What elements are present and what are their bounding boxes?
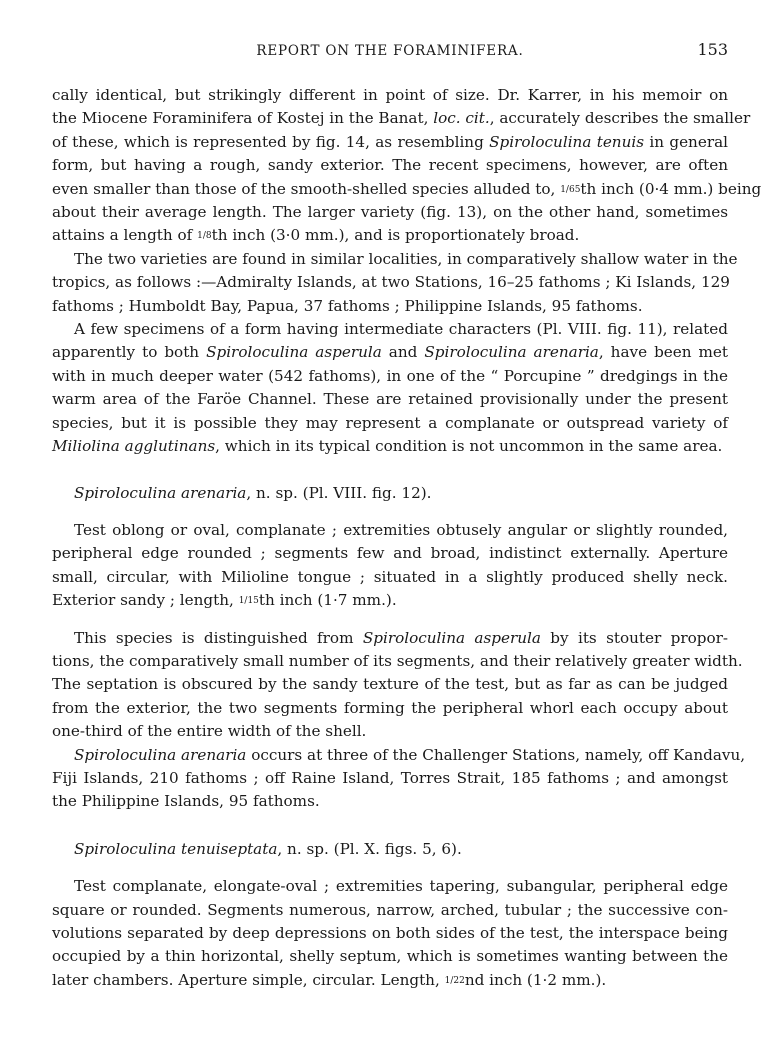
fraction: 1/22: [444, 975, 465, 986]
text-line: Fiji Islands, 210 fathoms ; off Raine Island, Torres Strait, 185 fathoms ; and amongst: [52, 768, 728, 787]
text-line: Miliolina agglutinans, which in its typical condition is not uncommon in the same area.: [52, 437, 723, 456]
species-heading-arenaria: Spiroloculina arenaria, n. sp. (Pl. VIII. fig. 12).: [74, 483, 432, 502]
page-number: 153: [697, 40, 728, 59]
text-line: from the exterior, the two segments forming the peripheral whorl each occupy about: [52, 698, 728, 717]
text-line: Test complanate, elongate-oval ; extremities tapering, subangular, peripheral edge: [74, 877, 728, 896]
text-line: form, but having a rough, sandy exterior. The recent specimens, however, are often: [52, 156, 728, 175]
fraction: 1/8: [197, 231, 212, 242]
text-line: A few specimens of a form having intermediate characters (Pl. VIII. fig. 11), related: [74, 320, 728, 339]
text-line: Test oblong or oval, complanate ; extremities obtusely angular or slightly rounded,: [74, 520, 728, 539]
text-line: Exterior sandy ; length, 1/15th inch (1·7 mm.).: [52, 591, 397, 610]
text-line: warm area of the Faröe Channel. These are retained provisionally under the present: [52, 390, 728, 409]
paragraph-3: [52, 318, 728, 458]
text-line: This species is distinguished from Spiroloculina asperula by its stouter propor-: [74, 628, 728, 647]
species-heading-tenuiseptata: Spiroloculina tenuiseptata, n. sp. (Pl. X. figs. 5, 6).: [74, 839, 462, 858]
spacer: [52, 613, 728, 627]
paragraph-7: [52, 875, 728, 992]
paragraph-2: [52, 248, 738, 318]
text-line: small, circular, with Milioline tongue ; situated in a slightly produced shelly neck.: [52, 567, 728, 586]
running-head: REPORT ON THE FORAMINIFERA.: [256, 43, 524, 59]
text-line: volutions separated by deep depressions on both sides of the test, the interspace being: [52, 924, 728, 942]
text-line: the Miocene Foraminifera of Kostej in the Banat, loc. cit., accurately describes the smaller: [52, 109, 751, 128]
text-line: with in much deeper water (542 fathoms), in one of the “ Porcupine ” dredgings in the: [52, 366, 728, 385]
text-line: occupied by a thin horizontal, shelly septum, which is sometimes wanting between the: [52, 947, 728, 966]
paragraph-6: [52, 744, 746, 814]
text-line: attains a length of 1/8th inch (3·0 mm.), and is proportionately broad.: [52, 226, 580, 245]
text-line: square or rounded. Segments numerous, narrow, arched, tubular ; the successive con-: [52, 900, 728, 919]
text-line: species, but it is possible they may represent a complanate or outspread variety of: [52, 413, 728, 432]
page-header: [52, 40, 728, 64]
text-line: one-third of the entire width of the shell.: [52, 722, 367, 741]
text-line: tropics, as follows :—Admiralty Islands, at two Stations, 16–25 fathoms ; Ki Islands, 129: [52, 273, 730, 292]
text-line: tions, the comparatively small number of its segments, and their relatively greater width.: [52, 651, 743, 670]
paragraph-4: [52, 519, 728, 613]
text-line: about their average length. The larger variety (fig. 13), on the other hand, sometimes: [52, 203, 728, 222]
text-line: cally identical, but strikingly different in point of size. Dr. Karrer, in his memoir on: [52, 86, 728, 104]
fraction: 1/65: [560, 184, 581, 195]
paragraph-5: [52, 627, 743, 744]
text-line: even smaller than those of the smooth-shelled species alluded to, 1/65th inch (0·4 mm.) being: [52, 179, 762, 198]
paragraph-1: [52, 84, 762, 248]
page-body: [52, 84, 762, 992]
text-line: of these, which is represented by fig. 14, as resembling Spiroloculina tenuis in general: [52, 132, 728, 151]
text-line: apparently to both Spiroloculina asperula and Spiroloculina arenaria, have been met: [52, 343, 729, 362]
text-line: peripheral edge rounded ; segments few and broad, indistinct externally. Aperture: [52, 544, 728, 563]
fraction: 1/15: [238, 596, 259, 607]
text-line: The two varieties are found in similar localities, in comparatively shallow water in the: [74, 249, 738, 268]
text-line: later chambers. Aperture simple, circular. Length, 1/22nd inch (1·2 mm.).: [52, 970, 607, 989]
text-line: Spiroloculina arenaria occurs at three of the Challenger Stations, namely, off Kandavu,: [74, 745, 746, 764]
text-line: The septation is obscured by the sandy texture of the test, but as far as can be judged: [52, 675, 728, 694]
text-line: fathoms ; Humboldt Bay, Papua, 37 fathoms ; Philippine Islands, 95 fathoms.: [52, 296, 643, 315]
text-line: the Philippine Islands, 95 fathoms.: [52, 792, 320, 811]
